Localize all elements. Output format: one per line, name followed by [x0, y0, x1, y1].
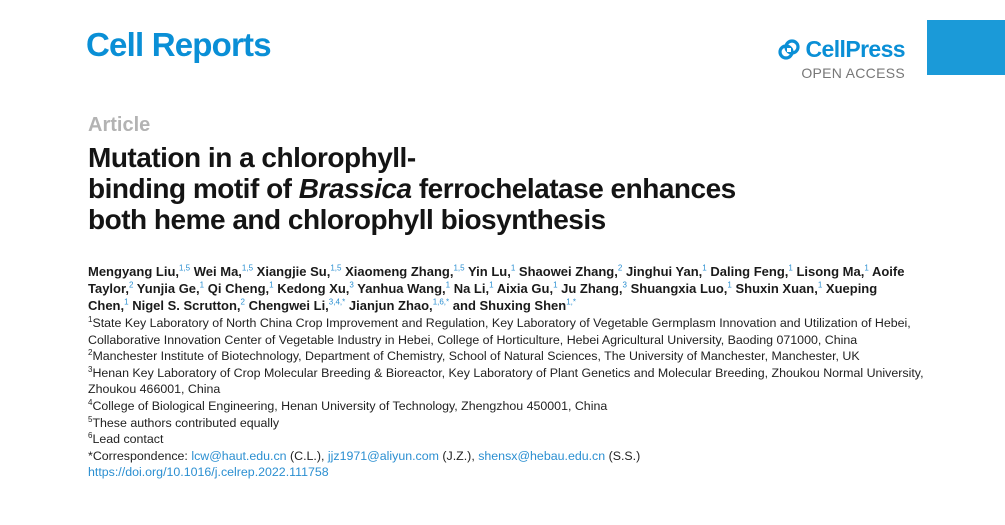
author: Chengwei Li,: [248, 298, 329, 313]
title-line-1: Mutation in a chlorophyll-: [88, 142, 416, 173]
author-affiliation-marker: 1,6,*: [432, 297, 450, 307]
affiliation-item: [88, 415, 928, 432]
doi: [88, 464, 928, 481]
publisher-block: [777, 36, 905, 81]
email-link[interactable]: lcw@haut.edu.cn: [191, 448, 287, 463]
doi-link[interactable]: https://doi.org/10.1016/j.celrep.2022.111758: [88, 465, 329, 480]
author: Shuxin Xuan,: [735, 281, 818, 296]
affiliation-item: [88, 431, 928, 448]
author-affiliation-marker: 1,5: [179, 263, 191, 273]
author-affiliation-marker: 3: [622, 280, 627, 290]
cellpress-logo-icon: [777, 38, 801, 62]
email-link[interactable]: shensx@hebau.edu.cn: [478, 448, 606, 463]
author-affiliation-marker: 3: [349, 280, 354, 290]
author-affiliation-marker: 3,4,*: [328, 297, 346, 307]
author: Na Li,: [453, 281, 490, 296]
author: Xiangjie Su,: [256, 264, 331, 279]
article-title: [88, 142, 888, 235]
author: Daling Feng,: [710, 264, 789, 279]
author-affiliation-marker: 1: [702, 263, 707, 273]
author: Jinghui Yan,: [625, 264, 703, 279]
author: Kedong Xu,: [277, 281, 350, 296]
author: and Shuxing Shen: [452, 298, 567, 313]
affiliation-text: Henan Key Laboratory of Crop Molecular Breeding & Bioreactor, Key Laboratory of Plant Genetics and Molecular Breeding, Zhoukou Normal University, Zhoukou 466001, China: [88, 365, 924, 397]
affiliations: [88, 315, 928, 481]
affiliation-item: [88, 348, 928, 365]
author-affiliation-marker: 1,5: [453, 263, 465, 273]
affiliation-item: [88, 315, 928, 348]
affiliation-list: [88, 315, 928, 448]
article-type: Article: [88, 114, 151, 136]
affiliation-text: Lead contact: [92, 432, 164, 447]
author: Xueping Chen,: [88, 281, 878, 313]
affiliation-number: 6: [88, 431, 93, 441]
author: Wei Ma,: [193, 264, 242, 279]
open-access-label: OPEN ACCESS: [801, 65, 905, 81]
author: Lisong Ma,: [796, 264, 865, 279]
title-line-2: binding motif of Brassica ferrochelatase enhances: [88, 173, 736, 204]
affiliation-item: [88, 365, 928, 398]
author-affiliation-marker: 1: [727, 280, 732, 290]
affiliation-number: 4: [88, 397, 93, 407]
affiliation-text: Manchester Institute of Biotechnology, Department of Chemistry, School of Natural Sciences, The University of Manchester, Manchester, UK: [92, 349, 860, 364]
author: Ju Zhang,: [561, 281, 623, 296]
author-affiliation-marker: 1,5: [330, 263, 342, 273]
author: Aoife Taylor,: [88, 264, 905, 296]
author: Qi Cheng,: [207, 281, 270, 296]
corner-accent-bar: [927, 20, 1005, 75]
author: Yin Lu,: [467, 264, 511, 279]
author: Jianjun Zhao,: [348, 298, 433, 313]
affiliation-text: College of Biological Engineering, Henan University of Technology, Zhengzhou 450001, China: [92, 398, 608, 413]
author-affiliation-marker: 1: [445, 280, 451, 290]
author-affiliation-marker: 1: [510, 263, 516, 273]
author-affiliation-marker: 1,5: [241, 263, 254, 273]
author-affiliation-marker: 1: [199, 280, 205, 290]
author: Mengyang Liu,: [88, 264, 179, 279]
author-affiliation-marker: 1: [864, 263, 869, 273]
author-affiliation-marker: 2: [240, 297, 245, 307]
author: Yunjia Ge,: [136, 281, 200, 296]
affiliation-number: 1: [88, 314, 93, 324]
affiliation-text: These authors contributed equally: [92, 415, 280, 430]
affiliation-text: State Key Laboratory of North China Crop Improvement and Regulation, Key Laboratory of Vegetable Germplasm Innovation and Utilization of Hebei, Collaborative Innovation Center of Vegetable Industry in Hebei, College of Horticulture, Hebei Agricultural University, Baoding 071000, China: [88, 316, 911, 347]
author-affiliation-marker: 2: [617, 263, 623, 273]
species-name: Brassica: [298, 173, 412, 204]
author-affiliation-marker: 1: [817, 280, 823, 290]
author-affiliation-marker: 2: [128, 280, 134, 290]
author-affiliation-marker: 1: [269, 280, 274, 290]
author-affiliation-marker: 1: [788, 263, 793, 273]
author-list: [88, 263, 918, 314]
author-affiliation-marker: 1,*: [566, 297, 576, 307]
correspondence: *Correspondence: lcw@haut.edu.cn (C.L.), jjz1971@aliyun.com (J.Z.), shensx@hebau.edu.cn (S.S.): [88, 448, 641, 463]
author: Nigel S. Scrutton,: [132, 298, 241, 313]
affiliation-number: 2: [88, 348, 93, 358]
author: Shuangxia Luo,: [630, 281, 728, 296]
author-affiliation-marker: 1: [553, 280, 558, 290]
author: Shaowei Zhang,: [518, 264, 618, 279]
author-affiliation-marker: 1: [124, 297, 129, 307]
affiliation-number: 3: [88, 364, 93, 374]
title-line-3: both heme and chlorophyll biosynthesis: [88, 204, 606, 235]
author: Yanhua Wang,: [357, 281, 446, 296]
affiliation-item: [88, 398, 928, 415]
author-affiliation-marker: 1: [489, 280, 494, 290]
author: Xiaomeng Zhang,: [345, 264, 454, 279]
publisher-name: CellPress: [805, 36, 905, 62]
affiliation-number: 5: [88, 414, 93, 424]
email-link[interactable]: jjz1971@aliyun.com: [327, 448, 439, 463]
author: Aixia Gu,: [496, 281, 554, 296]
journal-name: Cell Reports: [86, 26, 271, 63]
